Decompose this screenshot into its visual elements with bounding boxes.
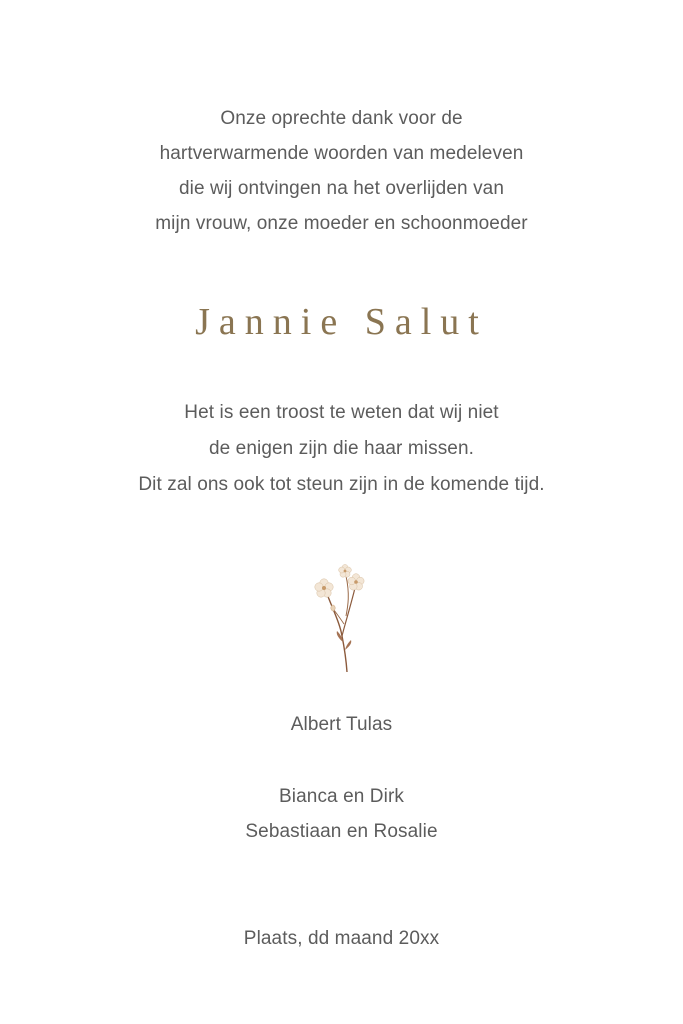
dried-flower-icon [300, 558, 380, 678]
message-line-3: Dit zal ons ook tot steun zijn in de komende tijd. [138, 474, 545, 495]
intro-line-2: hartverwarmende woorden van medeleven [159, 143, 524, 164]
message-line-2: de enigen zijn die haar missen. [208, 438, 475, 459]
intro-line-4: mijn vrouw, onze moeder en schoonmoeder [155, 213, 528, 234]
spouse-name: Albert Tulas [290, 714, 393, 735]
intro-line-3: die wij ontvingen na het overlijden van [179, 178, 504, 199]
place-date: Plaats, dd maand 20xx [243, 928, 440, 949]
children-line-1: Bianca en Dirk [279, 786, 404, 807]
message-line-1: Het is een troost te weten dat wij niet [184, 402, 499, 423]
children-line-2: Sebastiaan en Rosalie [245, 821, 438, 842]
deceased-name: Jannie Salut [195, 301, 488, 343]
intro-line-1: Onze oprechte dank voor de [220, 108, 463, 129]
